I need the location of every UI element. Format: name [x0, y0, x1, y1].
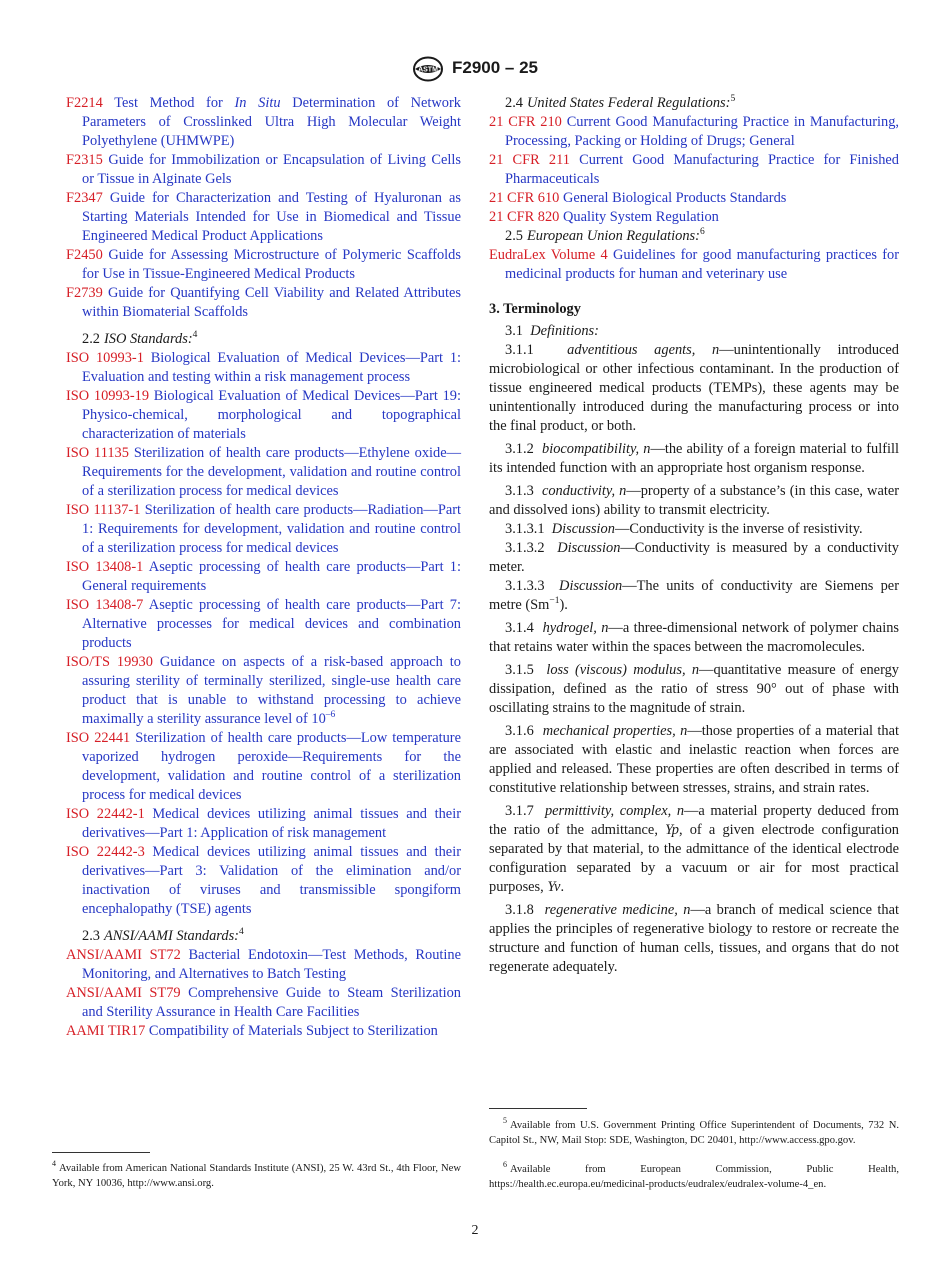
reference-title[interactable]: Guide for Assessing Microstructure of Polymeric Scaffolds for Use in Tissue-Engineered Medical Products — [82, 247, 461, 282]
discussion-item: 3.1.3.3 Discussion—The units of conductivity are Siemens per metre $(Sm^{-1})$. — [489, 578, 899, 613]
reference-code[interactable]: ISO 10993-19 — [66, 388, 150, 404]
right-column — [489, 94, 899, 981]
reference-title[interactable]: Guide for Immobilization or Encapsulation of Living Cells or Tissue in Alginate Gels — [82, 152, 461, 187]
footnote-divider — [52, 1152, 150, 1153]
section-heading-terminology: 3. Terminology — [489, 301, 581, 317]
document-id: F2900 – 25 — [452, 58, 539, 77]
svg-text:ASTM: ASTM — [418, 66, 438, 74]
reference-item — [489, 151, 899, 189]
reference-item — [66, 984, 461, 1022]
definitions-heading: 3.1 Definitions: — [505, 323, 599, 339]
page-header — [0, 56, 950, 82]
reference-code[interactable]: ANSI/AAMI ST79 — [66, 985, 181, 1001]
reference-item — [66, 501, 461, 558]
page-number: 2 — [471, 1223, 479, 1238]
reference-title[interactable]: Sterilization of health care products—Radiation—Part 1: Requirements for development, validation and routine control of a sterilization process for medical devices — [82, 502, 461, 556]
footnote-5: $^5$ Available from U.S. Government Printing Office Superintendent of Documents, 732 N. Capitol St., NW, Mail Stop: SDE, Washington, DC 20401, http://www.access.gpo.gov. — [489, 1116, 899, 1146]
reference-item — [66, 284, 461, 322]
footnote-6: $^6$ Available from European Commission, Public Health, https://health.ec.europa.eu/medicinal-products/eudralex/eudralex-volume-4_en. — [489, 1160, 899, 1190]
reference-item — [66, 805, 461, 843]
reference-code[interactable]: 21 CFR 820 — [489, 209, 560, 225]
reference-title[interactable]: Current Good Manufacturing Practice for Finished Pharmaceuticals — [505, 152, 899, 187]
reference-item — [66, 94, 461, 151]
reference-item — [66, 1022, 461, 1041]
reference-item — [66, 946, 461, 984]
reference-code[interactable]: EudraLex Volume 4 — [489, 247, 608, 263]
discussion-item: 3.1.3.2 Discussion—Conductivity is measured by a conductivity meter. — [489, 540, 900, 575]
definition-item: 3.1.4 hydrogel, n—a three-dimensional network of polymer chains that retains water within the spaces between the macromolecules. — [489, 620, 899, 655]
reference-code[interactable]: AAMI TIR17 — [66, 1023, 146, 1039]
definition-item: 3.1.7 permittivity, complex, n—a material property deduced from the ratio of the admittance, Yp, of a given electrode configuration separated by that material, to the admittance of the identical electrode configuration separated by a vacuum or air for most practical purposes, Yv. — [489, 803, 899, 895]
reference-item — [66, 729, 461, 805]
footnote-divider — [489, 1108, 587, 1109]
footnote-4: $^4$ Available from American National Standards Institute (ANSI), 25 W. 43rd St., 4th Floor, New York, NY 10036, http://www.ansi.org. — [52, 1159, 461, 1189]
reference-item — [489, 246, 899, 284]
reference-title[interactable]: Aseptic processing of health care products—Part 7: Alternative processes for medical devices and combination products — [82, 597, 461, 651]
reference-code[interactable]: ISO/TS 19930 — [66, 654, 153, 670]
reference-code[interactable]: F2214 — [66, 95, 103, 111]
reference-title[interactable]: Comprehensive Guide to Steam Sterilization and Sterility Assurance in Health Care Facilities — [82, 985, 461, 1020]
reference-title[interactable]: Compatibility of Materials Subject to Sterilization — [148, 1023, 438, 1039]
left-column — [66, 94, 461, 1041]
reference-title[interactable]: Biological Evaluation of Medical Devices—Part 1: Evaluation and testing within a risk management process — [82, 350, 462, 385]
section-heading-us: 2.4 United States Federal Regulations:$^5$ — [505, 94, 736, 111]
reference-code[interactable]: ISO 13408-1 — [66, 559, 144, 575]
reference-code[interactable]: ANSI/AAMI ST72 — [66, 947, 181, 963]
reference-code[interactable]: ISO 13408-7 — [66, 597, 144, 613]
reference-code[interactable]: ISO 22442-3 — [66, 844, 145, 860]
reference-item — [489, 208, 899, 227]
reference-code[interactable]: 21 CFR 210 — [489, 114, 562, 130]
reference-code[interactable]: F2450 — [66, 247, 103, 263]
reference-item — [66, 246, 461, 284]
reference-item — [66, 387, 461, 444]
reference-title[interactable]: Guide for Characterization and Testing of Hyaluronan as Starting Materials Intended for Use in Biomedical and Tissue Engineered Medical Product Applications — [82, 190, 461, 244]
reference-code[interactable]: F2347 — [66, 190, 103, 206]
reference-code[interactable]: ISO 11137-1 — [66, 502, 141, 518]
reference-code[interactable]: F2315 — [66, 152, 103, 168]
reference-item — [66, 558, 461, 596]
reference-item — [66, 349, 461, 387]
reference-title[interactable]: Bacterial Endotoxin—Test Methods, Routine Monitoring, and Alternatives to Batch Testing — [82, 947, 461, 982]
definition-item: 3.1.3 conductivity, n—property of a substance’s (in this case, water and dissolved ions) ability to transmit electricity. — [489, 483, 900, 518]
definition-item: 3.1.1 adventitious agents, n—unintentionally introduced microbiological or other infectious contaminant. In the production of tissue engineered medical products (TEMPs), these agents may be unintentionally introduced during the manufacturing process or into the final product, or both. — [489, 342, 899, 434]
reference-title[interactable]: Medical devices utilizing animal tissues and their derivatives—Part 3: Validation of the elimination and/or inactivation of viruses and transmissible spongiform encephalopathy (TSE) agents — [82, 844, 461, 917]
reference-code[interactable]: 21 CFR 211 — [489, 152, 570, 168]
reference-title[interactable]: Current Good Manufacturing Practice in Manufacturing, Processing, Packing or Holding of Drugs; General — [505, 114, 899, 149]
reference-title[interactable]: General Biological Products Standards — [562, 190, 787, 206]
astm-logo-icon — [411, 56, 445, 82]
definition-item: 3.1.2 biocompatibility, n—the ability of a foreign material to fulfill its intended function with an appropriate host organism response. — [489, 441, 899, 476]
reference-code[interactable]: ISO 22442-1 — [66, 806, 145, 822]
definition-item: 3.1.6 mechanical properties, n—those properties of a material that are associated with elastic and inelastic reaction when forces are applied and released. These properties are often described in terms of constitutive relationship between stresses, strains, and strain rates. — [489, 723, 899, 796]
section-heading-iso: 2.2 ISO Standards:$^4$ — [82, 330, 198, 347]
reference-item — [66, 444, 461, 501]
reference-title[interactable]: Medical devices utilizing animal tissues and their derivatives—Part 1: Application of risk management — [82, 806, 461, 841]
reference-item — [66, 189, 461, 246]
reference-code[interactable]: ISO 22441 — [66, 730, 131, 746]
reference-code[interactable]: ISO 10993-1 — [66, 350, 144, 366]
reference-title[interactable]: Sterilization of health care products—Low temperature vaporized hydrogen peroxide—Requirements for the development, validation and routine control of a sterilization process for medical devices — [82, 730, 461, 803]
section-heading-ansi: 2.3 ANSI/AAMI Standards:$^4$ — [82, 927, 244, 944]
reference-item — [66, 151, 461, 189]
reference-item — [489, 113, 899, 151]
section-heading-eu: 2.5 European Union Regulations:$^6$ — [505, 227, 705, 244]
reference-title[interactable]: Sterilization of health care products—Ethylene oxide—Requirements for the development, validation and routine control of a sterilization process for medical devices — [82, 445, 461, 499]
reference-title[interactable]: Guidance on aspects of a risk-based approach to assuring sterility of terminally sterilized, single-use health care product that is unable to withstand processing to achieve maximally a sterility assurance level of $10^{-6}$ — [82, 654, 461, 727]
reference-item — [66, 653, 461, 729]
reference-item — [66, 843, 461, 919]
reference-title[interactable]: Aseptic processing of health care products—Part 1: General requirements — [82, 559, 461, 594]
reference-item — [66, 596, 461, 653]
reference-code[interactable]: 21 CFR 610 — [489, 190, 560, 206]
reference-title[interactable]: Guide for Quantifying Cell Viability and Related Attributes within Biomaterial Scaffolds — [82, 285, 461, 320]
reference-code[interactable]: ISO 11135 — [66, 445, 129, 461]
reference-title[interactable]: Quality System Regulation — [562, 209, 719, 225]
definition-item: 3.1.5 loss (viscous) modulus, n—quantitative measure of energy dissipation, defined as the ratio of stress 90° out of phase with oscillating strains to the magnitude of strain. — [489, 662, 899, 716]
discussion-item: 3.1.3.1 Discussion—Conductivity is the inverse of resistivity. — [505, 521, 863, 537]
reference-code[interactable]: F2739 — [66, 285, 103, 301]
reference-item — [489, 189, 899, 208]
definition-item: 3.1.8 regenerative medicine, n—a branch of medical science that applies the principles of regenerative biology to restore or recreate the structure and function of human cells, tissues, and organs that do not regenerate adequately. — [489, 902, 900, 975]
reference-title[interactable]: Test Method for In Situ Determination of Network Parameters of Crosslinked Ultra High Molecular Weight Polyethylene (UHMWPE) — [82, 95, 461, 149]
reference-title[interactable]: Biological Evaluation of Medical Devices—Part 19: Physico-chemical, morphological and topographical characterization of materials — [82, 388, 461, 442]
reference-title[interactable]: Guidelines for good manufacturing practices for medicinal products for human and veterinary use — [505, 247, 899, 282]
